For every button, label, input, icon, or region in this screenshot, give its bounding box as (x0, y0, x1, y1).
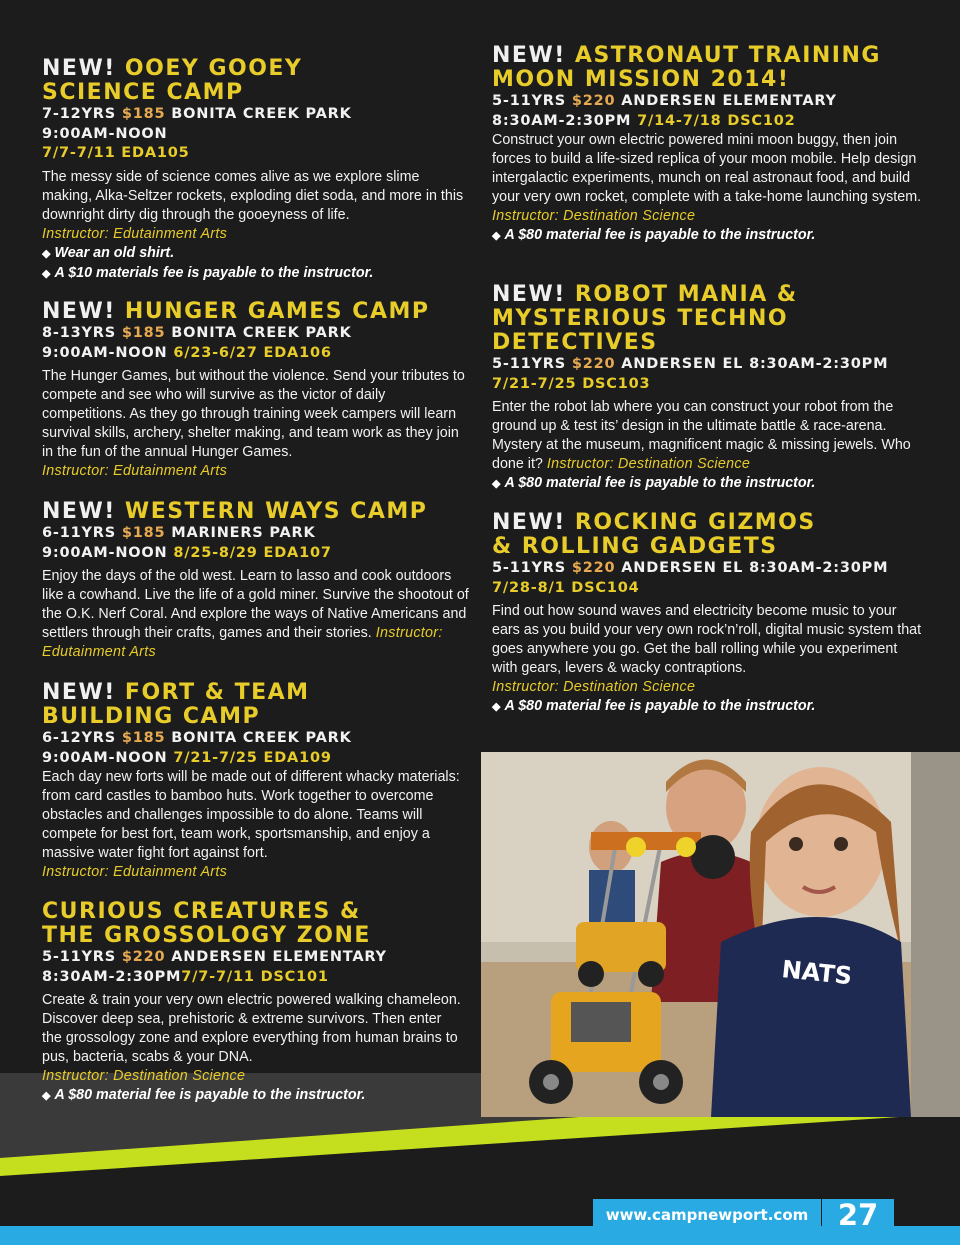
note-text: A $80 material fee is payable to the instructor. (504, 698, 816, 715)
price: $220 (571, 356, 616, 372)
camp-description (492, 131, 922, 226)
camp-info (42, 105, 472, 164)
camp-title (42, 900, 472, 948)
camp-title (42, 681, 472, 729)
instructor: Instructor: Destination Science (42, 1068, 246, 1085)
camp-title (492, 283, 922, 355)
camp-note (492, 697, 922, 717)
instructor: Instructor: Destination Science (492, 208, 696, 225)
diamond-bullet-icon: ◆ (42, 267, 51, 280)
camp-ooey-gooey (42, 57, 472, 284)
location: ANDERSEN ELEMENTARY (621, 93, 837, 109)
time: 8:30AM-2:30PM (42, 968, 182, 985)
location: ANDERSEN ELEMENTARY (171, 949, 387, 965)
camp-rocking-gizmos (492, 511, 922, 718)
instructor: Instructor: Edutainment Arts (42, 463, 228, 480)
camp-info (42, 948, 472, 987)
camp-title-line2: SCIENCE CAMP (42, 80, 244, 105)
camp-title (492, 511, 922, 559)
camp-title-line2: MOON MISSION 2014! (492, 67, 790, 92)
camp-info (42, 729, 472, 768)
ages: 5-11YRS (492, 93, 566, 109)
diamond-bullet-icon: ◆ (492, 478, 501, 491)
camp-info (492, 92, 922, 131)
camp-astronaut-training (492, 44, 922, 247)
camp-title-text: HUNGER GAMES CAMP (124, 299, 430, 324)
new-label: NEW! (492, 43, 566, 68)
camp-description (42, 991, 462, 1086)
diamond-bullet-icon: ◆ (42, 247, 51, 260)
description-text: Enjoy the days of the old west. Learn to lasso and cook outdoors like a cowhand. Live the life of a gold miner. Survive the shootout of the O.K. Nerf Coral. And explore the ways of Native Americans and settlers through their crafts, games and their stories. (42, 568, 469, 642)
camp-title-text: WESTERN WAYS CAMP (124, 499, 428, 524)
time: 9:00AM-NOON (42, 749, 168, 766)
dates-code: 8/25-8/29 EDA107 (173, 544, 332, 561)
new-label: NEW! (42, 299, 116, 324)
price: $185 (121, 730, 166, 746)
dates-code: 7/7-7/11 DSC101 (181, 968, 329, 985)
diamond-bullet-icon: ◆ (492, 230, 501, 243)
instructor: Instructor: Edutainment Arts (42, 864, 228, 881)
description-text: The messy side of science comes alive as we explore slime making, Alka-Seltzer rockets, exploding diet soda, and more in this downright dirty dig through the gooeyness of life. (42, 168, 464, 223)
note-text: A $80 material fee is payable to the instructor. (504, 227, 816, 244)
footer-url[interactable]: www.campnewport.com (593, 1199, 821, 1232)
ages: 6-12YRS (42, 730, 116, 746)
location: MARINERS PARK (171, 525, 316, 541)
camp-info (492, 355, 922, 394)
camp-robot-mania (492, 283, 922, 494)
camp-title-line1: ROBOT MANIA & (574, 282, 798, 307)
camp-description (492, 602, 922, 697)
location: ANDERSEN EL 8:30AM-2:30PM (621, 356, 889, 372)
time: 8:30AM-2:30PM (492, 112, 632, 129)
description-text: Enter the robot lab where you can construct your robot from the ground up & test its’ design in the ultimate battle & race-arena. Mystery at the museum, magnificent magic & missing jewels. Who done it? (492, 399, 911, 473)
new-label: NEW! (42, 56, 116, 81)
camp-curious-creatures (42, 900, 472, 1107)
ages: 5-11YRS (42, 949, 116, 965)
camp-title-line2: THE GROSSOLOGY ZONE (42, 923, 371, 948)
camp-title-line1: ROCKING GIZMOS (574, 510, 816, 535)
note-text: Wear an old shirt. (54, 244, 175, 261)
diamond-bullet-icon: ◆ (42, 1090, 51, 1103)
camp-fort-team (42, 681, 472, 883)
camp-description (42, 168, 472, 244)
kids-building-robots-photo (481, 752, 960, 1117)
camp-hunger-games (42, 300, 472, 482)
location: BONITA CREEK PARK (171, 106, 352, 122)
ages: 5-11YRS (492, 560, 566, 576)
ages: 5-11YRS (492, 356, 566, 372)
note-text: A $80 material fee is payable to the instructor. (54, 1087, 366, 1104)
location: BONITA CREEK PARK (171, 325, 352, 341)
camp-description (42, 567, 472, 662)
description-text: The Hunger Games, but without the violence. Send your tributes to compete and see who will survive as the victor of daily competitions. As they go through training week campers will learn survival skills, archery, shelter making, and team work as they join in the fun of the annual Hunger Games. (42, 368, 465, 461)
camp-note (492, 226, 922, 246)
dates-code: 7/28-8/1 DSC104 (492, 579, 640, 596)
camp-title (42, 57, 472, 105)
camp-western-ways (42, 500, 472, 662)
note-text: A $10 materials fee is payable to the instructor. (54, 264, 374, 281)
ages: 8-13YRS (42, 325, 116, 341)
camp-description (42, 367, 472, 482)
camp-title (42, 300, 472, 324)
price: $185 (121, 106, 166, 122)
location: BONITA CREEK PARK (171, 730, 352, 746)
svg-text:NATS: NATS (780, 955, 854, 991)
time: 9:00AM-NOON (42, 125, 168, 142)
camp-note (42, 244, 472, 264)
new-label: NEW! (42, 680, 116, 705)
camp-info (42, 524, 472, 563)
camp-note (492, 474, 922, 494)
instructor: Instructor: Edutainment Arts (42, 625, 443, 661)
ages: 7-12YRS (42, 106, 116, 122)
diamond-bullet-icon: ◆ (492, 701, 501, 714)
new-label: NEW! (42, 499, 116, 524)
price: $220 (571, 560, 616, 576)
description-text: Each day new forts will be made out of different whacky materials: from card castles to bamboo huts. Work together to overcome obstacles and challenges impossible to do alone. Teams will compete for best fort, team work, sportsmanship, and enjoy a massive water fight fort against fort. (42, 769, 460, 862)
time: 9:00AM-NOON (42, 544, 168, 561)
camp-title-line2: & ROLLING GADGETS (492, 534, 778, 559)
instructor: Instructor: Destination Science (546, 456, 751, 473)
note-text: A $80 material fee is payable to the instructor. (504, 475, 816, 492)
camp-note (42, 1086, 472, 1106)
camp-title (42, 500, 472, 524)
camp-description (492, 398, 922, 474)
instructor: Instructor: Destination Science (492, 679, 696, 696)
camp-title-line1: FORT & TEAM (124, 680, 310, 705)
price: $185 (121, 325, 166, 341)
camp-description (42, 768, 472, 883)
ages: 6-11YRS (42, 525, 116, 541)
instructor: Instructor: Edutainment Arts (42, 225, 228, 242)
camp-info (492, 559, 922, 598)
camp-info (42, 324, 472, 363)
price: $220 (121, 949, 166, 965)
camp-title-line2: BUILDING CAMP (42, 704, 261, 729)
dates-code: 7/21-7/25 EDA109 (173, 749, 332, 766)
description-text: Create & train your very own electric powered walking chameleon. Discover deep sea, prehistoric & extreme survivors. Then enter the grossology zone and explore everything from human brains to pus, bacteria, scabs & your DNA. (42, 992, 461, 1066)
camp-title-line1: CURIOUS CREATURES & (42, 899, 361, 924)
dates-code: 7/7-7/11 EDA105 (42, 145, 190, 161)
new-label: NEW! (492, 282, 566, 307)
camp-title-line1: OOEY GOOEY (124, 56, 303, 81)
camp-title (492, 44, 922, 92)
new-label: NEW! (492, 510, 566, 535)
dates-code: 7/14-7/18 DSC102 (637, 112, 796, 129)
page-number: 27 (822, 1199, 894, 1245)
camp-title-line1: ASTRONAUT TRAINING (574, 43, 881, 68)
camp-note (42, 264, 472, 284)
dates-code: 7/21-7/25 DSC103 (492, 375, 651, 392)
price: $185 (121, 525, 166, 541)
location: ANDERSEN EL 8:30AM-2:30PM (621, 560, 889, 576)
camp-title-line3: DETECTIVES (492, 330, 658, 355)
price: $220 (571, 93, 616, 109)
description-text: Construct your own electric powered mini moon buggy, then join forces to build a life-sized replica of your moon mobile. Help design intergalactic experiments, munch on real astronaut food, and build your very own rocket, complete with a take-home launching system. (492, 132, 922, 206)
camp-title-line2: MYSTERIOUS TECHNO (492, 306, 789, 331)
time: 9:00AM-NOON (42, 344, 168, 361)
description-text: Find out how sound waves and electricity become music to your ears as you build your very own rock’n’roll, digital music system that goes anywhere you go. Get the ball rolling while you experiment with gears, levers & wacky contraptions. (492, 603, 922, 677)
dates-code: 6/23-6/27 EDA106 (173, 344, 332, 361)
